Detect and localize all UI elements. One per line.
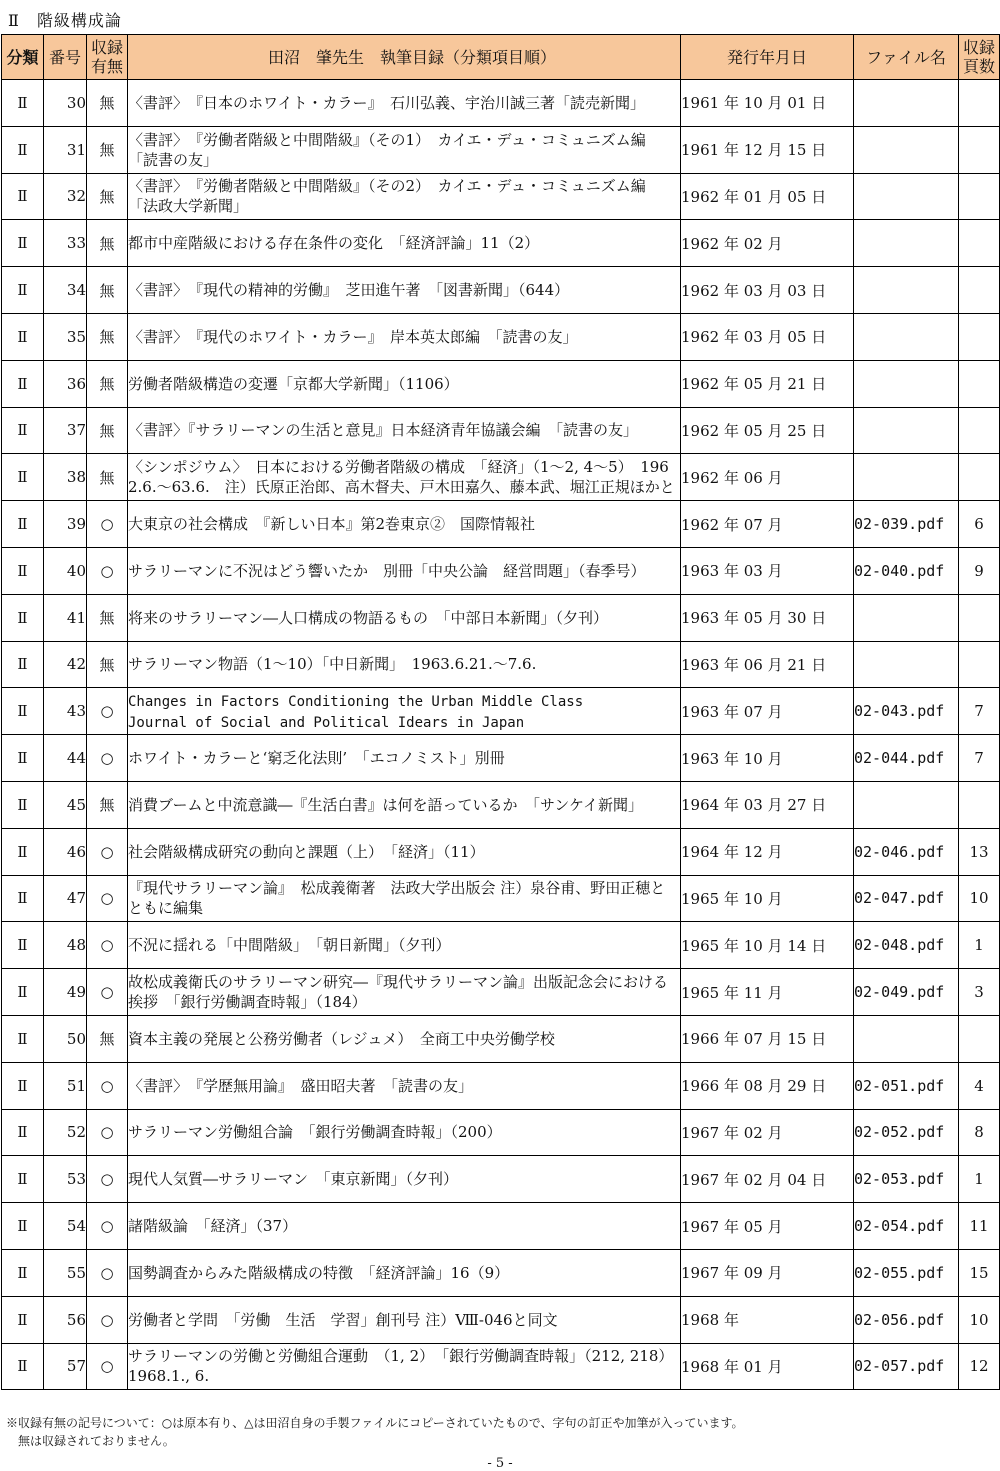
collected-cell: ○ bbox=[87, 501, 128, 548]
title-cell: 国勢調査からみた階級構成の特徴 「経済評論」16（9） bbox=[128, 1249, 681, 1296]
date-cell: 1962 年 05 月 21 日 bbox=[681, 360, 854, 407]
filename-cell: 02-049.pdf bbox=[854, 969, 959, 1016]
catalog-table bbox=[1, 34, 1000, 1390]
date-cell: 1966 年 07 月 15 日 bbox=[681, 1015, 854, 1062]
header-collected: 収録有無 bbox=[87, 35, 128, 80]
date-cell: 1962 年 07 月 bbox=[681, 501, 854, 548]
collected-cell: 無 bbox=[87, 173, 128, 220]
collected-cell: ○ bbox=[87, 1203, 128, 1250]
category-cell: Ⅱ bbox=[2, 267, 44, 314]
date-cell: 1964 年 12 月 bbox=[681, 828, 854, 875]
number-cell: 34 bbox=[44, 267, 87, 314]
title-cell: 将来のサラリーマン―人口構成の物語るもの 「中部日本新聞」（夕刊） bbox=[128, 594, 681, 641]
table-row bbox=[2, 922, 1000, 969]
category-cell: Ⅱ bbox=[2, 875, 44, 922]
number-cell: 38 bbox=[44, 454, 87, 501]
number-cell: 40 bbox=[44, 547, 87, 594]
title-cell: 諸階級論 「経済」（37） bbox=[128, 1203, 681, 1250]
title-cell: 都市中産階級における存在条件の変化 「経済評論」11（2） bbox=[128, 220, 681, 267]
collected-cell: 無 bbox=[87, 594, 128, 641]
collected-cell: 無 bbox=[87, 454, 128, 501]
pages-cell: 7 bbox=[959, 735, 1000, 782]
title-cell: Changes in Factors Conditioning the Urban Middle Class Journal of Social and Political Idears in Japan bbox=[128, 688, 681, 735]
filename-cell bbox=[854, 220, 959, 267]
header-filename: ファイル名 bbox=[854, 35, 959, 80]
table-row bbox=[2, 1296, 1000, 1343]
number-cell: 46 bbox=[44, 828, 87, 875]
number-cell: 37 bbox=[44, 407, 87, 454]
title-cell: 〈書評〉 『労働者階級と中間階級』（その2） カイエ・デュ・コミュニズム編 「法政大学新聞」 bbox=[128, 173, 681, 220]
pages-cell bbox=[959, 80, 1000, 127]
collected-cell: ○ bbox=[87, 1343, 128, 1390]
date-cell: 1967 年 09 月 bbox=[681, 1249, 854, 1296]
pages-cell bbox=[959, 220, 1000, 267]
title-cell: 現代人気質―サラリーマン 「東京新聞」（夕刊） bbox=[128, 1156, 681, 1203]
table-body bbox=[2, 80, 1000, 1390]
title-cell: 故松成義衛氏のサラリーマン研究―『現代サラリーマン論』出版記念会における挨拶 「銀行労働調査時報」（184） bbox=[128, 969, 681, 1016]
footnote bbox=[6, 1414, 744, 1450]
category-cell: Ⅱ bbox=[2, 501, 44, 548]
title-cell: ホワイト・カラーと‘窮乏化法則’ 「エコノミスト」別冊 bbox=[128, 735, 681, 782]
number-cell: 30 bbox=[44, 80, 87, 127]
category-cell: Ⅱ bbox=[2, 126, 44, 173]
table-row bbox=[2, 1343, 1000, 1390]
filename-cell: 02-057.pdf bbox=[854, 1343, 959, 1390]
collected-cell: ○ bbox=[87, 1249, 128, 1296]
table-row bbox=[2, 267, 1000, 314]
filename-cell: 02-047.pdf bbox=[854, 875, 959, 922]
table-row bbox=[2, 1156, 1000, 1203]
table-row bbox=[2, 220, 1000, 267]
category-cell: Ⅱ bbox=[2, 220, 44, 267]
pages-cell bbox=[959, 173, 1000, 220]
date-cell: 1965 年 10 月 bbox=[681, 875, 854, 922]
date-cell: 1965 年 11 月 bbox=[681, 969, 854, 1016]
date-cell: 1962 年 05 月 25 日 bbox=[681, 407, 854, 454]
number-cell: 48 bbox=[44, 922, 87, 969]
category-cell: Ⅱ bbox=[2, 641, 44, 688]
date-cell: 1962 年 06 月 bbox=[681, 454, 854, 501]
table-row bbox=[2, 735, 1000, 782]
collected-cell: 無 bbox=[87, 313, 128, 360]
pages-cell: 4 bbox=[959, 1062, 1000, 1109]
filename-cell bbox=[854, 360, 959, 407]
number-cell: 36 bbox=[44, 360, 87, 407]
date-cell: 1968 年 01 月 bbox=[681, 1343, 854, 1390]
title-cell: 〈書評〉 『労働者階級と中間階級』（その1） カイエ・デュ・コミュニズム編 「読書の友」 bbox=[128, 126, 681, 173]
collected-cell: ○ bbox=[87, 735, 128, 782]
pages-cell: 1 bbox=[959, 1156, 1000, 1203]
date-cell: 1967 年 02 月 bbox=[681, 1109, 854, 1156]
table-row bbox=[2, 1203, 1000, 1250]
pages-cell: 11 bbox=[959, 1203, 1000, 1250]
pages-cell bbox=[959, 1015, 1000, 1062]
date-cell: 1963 年 05 月 30 日 bbox=[681, 594, 854, 641]
category-cell: Ⅱ bbox=[2, 454, 44, 501]
table-row bbox=[2, 1109, 1000, 1156]
number-cell: 42 bbox=[44, 641, 87, 688]
title-cell: サラリーマンの労働と労働組合運動 （1, 2） 「銀行労働調査時報」（212, 218）1968.1., 6. bbox=[128, 1343, 681, 1390]
category-cell: Ⅱ bbox=[2, 828, 44, 875]
collected-cell: 無 bbox=[87, 360, 128, 407]
pages-cell: 15 bbox=[959, 1249, 1000, 1296]
number-cell: 56 bbox=[44, 1296, 87, 1343]
number-cell: 35 bbox=[44, 313, 87, 360]
number-cell: 49 bbox=[44, 969, 87, 1016]
collected-cell: 無 bbox=[87, 1015, 128, 1062]
filename-cell: 02-044.pdf bbox=[854, 735, 959, 782]
table-row bbox=[2, 1249, 1000, 1296]
date-cell: 1963 年 06 月 21 日 bbox=[681, 641, 854, 688]
date-cell: 1964 年 03 月 27 日 bbox=[681, 781, 854, 828]
table-row bbox=[2, 875, 1000, 922]
date-cell: 1963 年 07 月 bbox=[681, 688, 854, 735]
category-cell: Ⅱ bbox=[2, 1109, 44, 1156]
collected-cell: 無 bbox=[87, 641, 128, 688]
category-cell: Ⅱ bbox=[2, 80, 44, 127]
category-cell: Ⅱ bbox=[2, 781, 44, 828]
category-cell: Ⅱ bbox=[2, 360, 44, 407]
pages-cell bbox=[959, 454, 1000, 501]
table-row bbox=[2, 1062, 1000, 1109]
table-row bbox=[2, 454, 1000, 501]
number-cell: 51 bbox=[44, 1062, 87, 1109]
number-cell: 47 bbox=[44, 875, 87, 922]
header-title: 田沼 肇先生 執筆目録（分類項目順） bbox=[128, 35, 681, 80]
title-cell: 〈書評〉 『日本のホワイト・カラー』 石川弘義、宇治川誠三著「読売新聞」 bbox=[128, 80, 681, 127]
filename-cell bbox=[854, 80, 959, 127]
number-cell: 45 bbox=[44, 781, 87, 828]
date-cell: 1962 年 01 月 05 日 bbox=[681, 173, 854, 220]
pages-cell bbox=[959, 781, 1000, 828]
table-row bbox=[2, 641, 1000, 688]
number-cell: 39 bbox=[44, 501, 87, 548]
date-cell: 1963 年 10 月 bbox=[681, 735, 854, 782]
footnote-line-2: 無は収録されておりません。 bbox=[18, 1434, 175, 1448]
title-cell: サラリーマンに不況はどう響いたか 別冊「中央公論 経営問題」（春季号） bbox=[128, 547, 681, 594]
collected-cell: 無 bbox=[87, 407, 128, 454]
collected-cell: ○ bbox=[87, 547, 128, 594]
title-cell: サラリーマン労働組合論 「銀行労働調査時報」（200） bbox=[128, 1109, 681, 1156]
collected-cell: ○ bbox=[87, 922, 128, 969]
filename-cell: 02-056.pdf bbox=[854, 1296, 959, 1343]
title-cell: 〈書評〉 『学歴無用論』 盛田昭夫著 「読書の友」 bbox=[128, 1062, 681, 1109]
category-cell: Ⅱ bbox=[2, 1156, 44, 1203]
category-cell: Ⅱ bbox=[2, 1062, 44, 1109]
table-row bbox=[2, 594, 1000, 641]
filename-cell bbox=[854, 594, 959, 641]
filename-cell: 02-053.pdf bbox=[854, 1156, 959, 1203]
date-cell: 1961 年 12 月 15 日 bbox=[681, 126, 854, 173]
title-cell: 資本主義の発展と公務労働者（レジュメ） 全商工中央労働学校 bbox=[128, 1015, 681, 1062]
collected-cell: ○ bbox=[87, 1109, 128, 1156]
filename-cell: 02-039.pdf bbox=[854, 501, 959, 548]
filename-cell bbox=[854, 173, 959, 220]
filename-cell: 02-051.pdf bbox=[854, 1062, 959, 1109]
pages-cell: 7 bbox=[959, 688, 1000, 735]
collected-cell: ○ bbox=[87, 969, 128, 1016]
number-cell: 32 bbox=[44, 173, 87, 220]
category-cell: Ⅱ bbox=[2, 922, 44, 969]
title-cell: 『現代サラリーマン論』 松成義衛著 法政大学出版会 注）泉谷甫、野田正穂とともに編集 bbox=[128, 875, 681, 922]
table-row bbox=[2, 1015, 1000, 1062]
table-row bbox=[2, 360, 1000, 407]
number-cell: 55 bbox=[44, 1249, 87, 1296]
filename-cell bbox=[854, 1015, 959, 1062]
pages-cell bbox=[959, 267, 1000, 314]
pages-cell: 9 bbox=[959, 547, 1000, 594]
collected-cell: 無 bbox=[87, 80, 128, 127]
title-cell: 労働者階級構造の変遷「京都大学新聞」（1106） bbox=[128, 360, 681, 407]
pages-cell: 3 bbox=[959, 969, 1000, 1016]
filename-cell bbox=[854, 641, 959, 688]
title-cell: 社会階級構成研究の動向と課題（上） 「経済」（11） bbox=[128, 828, 681, 875]
date-cell: 1968 年 bbox=[681, 1296, 854, 1343]
category-cell: Ⅱ bbox=[2, 1296, 44, 1343]
filename-cell: 02-048.pdf bbox=[854, 922, 959, 969]
page-number: - 5 - bbox=[487, 1456, 513, 1471]
collected-cell: ○ bbox=[87, 1156, 128, 1203]
date-cell: 1965 年 10 月 14 日 bbox=[681, 922, 854, 969]
category-cell: Ⅱ bbox=[2, 547, 44, 594]
collected-cell: ○ bbox=[87, 875, 128, 922]
number-cell: 44 bbox=[44, 735, 87, 782]
collected-cell: ○ bbox=[87, 688, 128, 735]
category-cell: Ⅱ bbox=[2, 735, 44, 782]
filename-cell: 02-043.pdf bbox=[854, 688, 959, 735]
category-cell: Ⅱ bbox=[2, 173, 44, 220]
number-cell: 52 bbox=[44, 1109, 87, 1156]
filename-cell: 02-055.pdf bbox=[854, 1249, 959, 1296]
table-row bbox=[2, 407, 1000, 454]
date-cell: 1961 年 10 月 01 日 bbox=[681, 80, 854, 127]
filename-cell bbox=[854, 454, 959, 501]
number-cell: 33 bbox=[44, 220, 87, 267]
pages-cell: 1 bbox=[959, 922, 1000, 969]
filename-cell: 02-052.pdf bbox=[854, 1109, 959, 1156]
pages-cell bbox=[959, 641, 1000, 688]
date-cell: 1962 年 02 月 bbox=[681, 220, 854, 267]
title-cell: 大東京の社会構成 『新しい日本』第2巻東京② 国際情報社 bbox=[128, 501, 681, 548]
collected-cell: 無 bbox=[87, 220, 128, 267]
collected-cell: 無 bbox=[87, 781, 128, 828]
number-cell: 31 bbox=[44, 126, 87, 173]
table-row bbox=[2, 80, 1000, 127]
table-row bbox=[2, 828, 1000, 875]
date-cell: 1963 年 03 月 bbox=[681, 547, 854, 594]
table-row bbox=[2, 126, 1000, 173]
table-row bbox=[2, 313, 1000, 360]
category-cell: Ⅱ bbox=[2, 1203, 44, 1250]
table-row bbox=[2, 173, 1000, 220]
number-cell: 54 bbox=[44, 1203, 87, 1250]
filename-cell bbox=[854, 126, 959, 173]
title-cell: 消費ブームと中流意識―『生活白書』は何を語っているか 「サンケイ新聞」 bbox=[128, 781, 681, 828]
table-row bbox=[2, 547, 1000, 594]
category-cell: Ⅱ bbox=[2, 407, 44, 454]
number-cell: 43 bbox=[44, 688, 87, 735]
header-pages: 収録頁数 bbox=[959, 35, 1000, 80]
pages-cell bbox=[959, 360, 1000, 407]
filename-cell: 02-054.pdf bbox=[854, 1203, 959, 1250]
title-cell: 労働者と学問 「労働 生活 学習」創刊号 注）Ⅷ-046と同文 bbox=[128, 1296, 681, 1343]
number-cell: 57 bbox=[44, 1343, 87, 1390]
pages-cell: 10 bbox=[959, 875, 1000, 922]
pages-cell bbox=[959, 126, 1000, 173]
number-cell: 53 bbox=[44, 1156, 87, 1203]
pages-cell: 12 bbox=[959, 1343, 1000, 1390]
category-cell: Ⅱ bbox=[2, 1249, 44, 1296]
category-cell: Ⅱ bbox=[2, 594, 44, 641]
footnote-line-1: ※収録有無の記号について：○は原本有り、△は田沼自身の手製ファイルにコピーされていたもので、字句の訂正や加筆が入っています。 bbox=[6, 1416, 744, 1430]
title-cell: 〈書評〉 『現代のホワイト・カラー』 岸本英太郎編 「読書の友」 bbox=[128, 313, 681, 360]
table-row bbox=[2, 688, 1000, 735]
filename-cell bbox=[854, 781, 959, 828]
table-row bbox=[2, 969, 1000, 1016]
filename-cell bbox=[854, 267, 959, 314]
title-cell: 不況に揺れる「中間階級」 「朝日新聞」（夕刊） bbox=[128, 922, 681, 969]
title-cell: 〈書評〉 『現代の精神的労働』 芝田進午著 「図書新聞」（644） bbox=[128, 267, 681, 314]
pages-cell bbox=[959, 407, 1000, 454]
category-cell: Ⅱ bbox=[2, 1343, 44, 1390]
title-cell: サラリーマン物語（1〜10）「中日新聞」 1963.6.21.〜7.6. bbox=[128, 641, 681, 688]
date-cell: 1966 年 08 月 29 日 bbox=[681, 1062, 854, 1109]
date-cell: 1962 年 03 月 05 日 bbox=[681, 313, 854, 360]
pages-cell: 6 bbox=[959, 501, 1000, 548]
header-number: 番号 bbox=[44, 35, 87, 80]
collected-cell: ○ bbox=[87, 1062, 128, 1109]
date-cell: 1967 年 05 月 bbox=[681, 1203, 854, 1250]
table-row bbox=[2, 501, 1000, 548]
pages-cell: 8 bbox=[959, 1109, 1000, 1156]
date-cell: 1962 年 03 月 03 日 bbox=[681, 267, 854, 314]
collected-cell: ○ bbox=[87, 828, 128, 875]
pages-cell bbox=[959, 594, 1000, 641]
filename-cell bbox=[854, 407, 959, 454]
pages-cell: 10 bbox=[959, 1296, 1000, 1343]
collected-cell: ○ bbox=[87, 1296, 128, 1343]
collected-cell: 無 bbox=[87, 267, 128, 314]
category-cell: Ⅱ bbox=[2, 688, 44, 735]
number-cell: 41 bbox=[44, 594, 87, 641]
category-cell: Ⅱ bbox=[2, 313, 44, 360]
title-cell: 〈書評〉『サラリーマンの生活と意見』日本経済青年協議会編 「読書の友」 bbox=[128, 407, 681, 454]
section-title: Ⅱ 階級構成論 bbox=[8, 11, 122, 30]
table-header-row bbox=[2, 35, 1000, 80]
filename-cell: 02-046.pdf bbox=[854, 828, 959, 875]
header-date: 発行年月日 bbox=[681, 35, 854, 80]
category-cell: Ⅱ bbox=[2, 969, 44, 1016]
filename-cell: 02-040.pdf bbox=[854, 547, 959, 594]
number-cell: 50 bbox=[44, 1015, 87, 1062]
pages-cell bbox=[959, 313, 1000, 360]
filename-cell bbox=[854, 313, 959, 360]
table-row bbox=[2, 781, 1000, 828]
collected-cell: 無 bbox=[87, 126, 128, 173]
header-category: 分類 bbox=[2, 35, 44, 80]
category-cell: Ⅱ bbox=[2, 1015, 44, 1062]
date-cell: 1967 年 02 月 04 日 bbox=[681, 1156, 854, 1203]
pages-cell: 13 bbox=[959, 828, 1000, 875]
title-cell: 〈シンポジウム〉 日本における労働者階級の構成 「経済」（1〜2, 4〜5） 1962.6.〜63.6. 注）氏原正治郎、高木督夫、戸木田嘉久、藤本武、堀江正規ほかと bbox=[128, 454, 681, 501]
